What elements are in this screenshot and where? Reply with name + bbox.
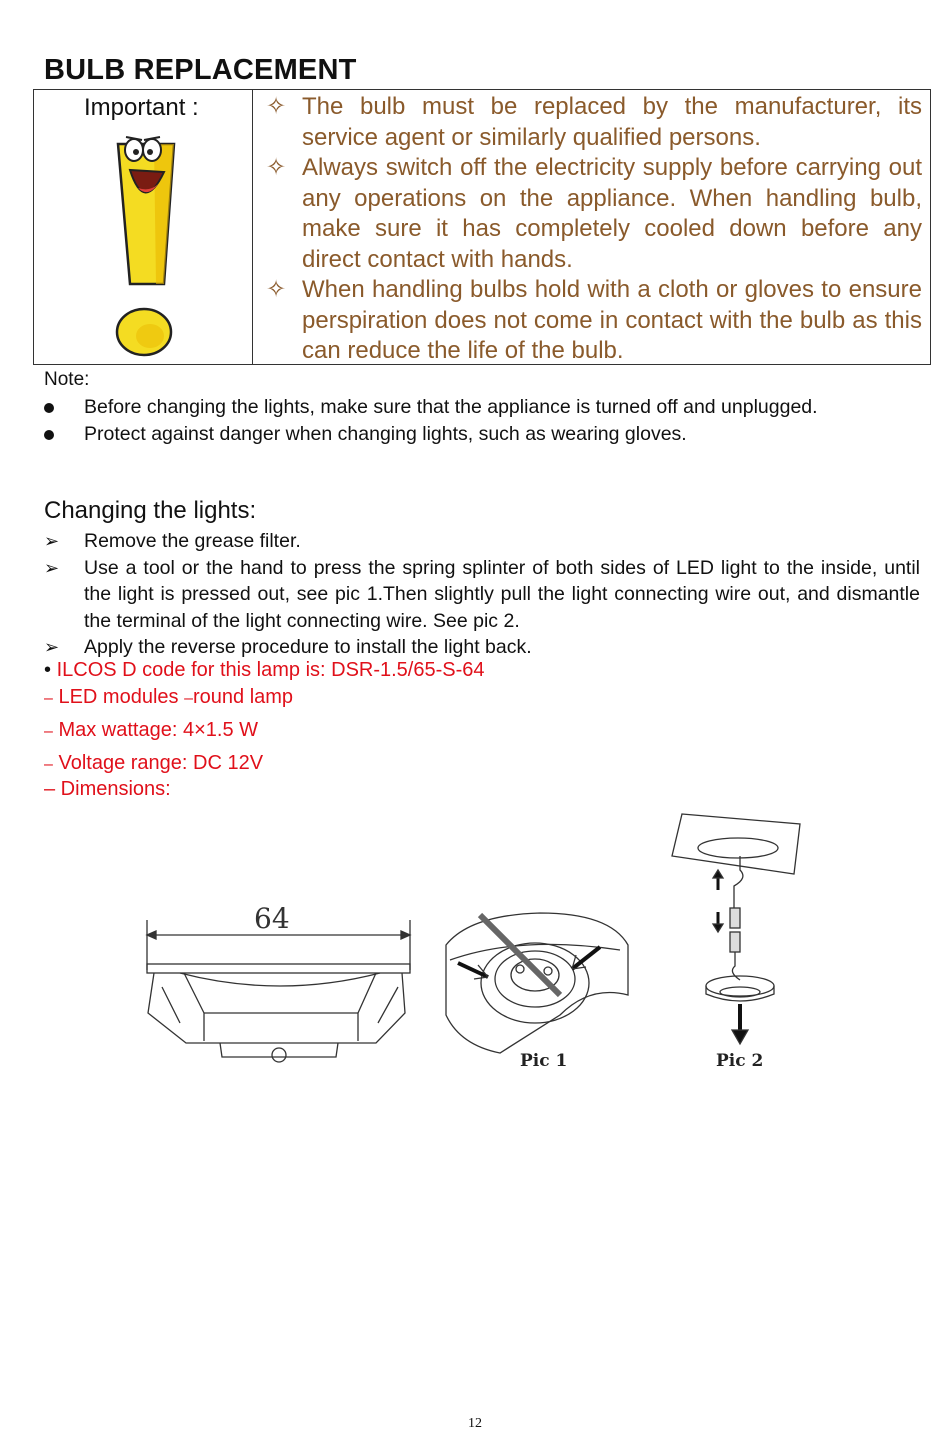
spec-wattage: – Max wattage: 4×1.5 W [44,719,259,741]
changing-lights-title: Changing the lights: [44,497,257,524]
spec-voltage: – Voltage range: DC 12V [44,752,264,774]
note-item: Protect against danger when changing lights, such as wearing gloves. [44,421,920,448]
page-number: 12 [468,1416,482,1431]
pic1-label: Pic 1 [520,1051,568,1071]
spec-ilcos: • ILCOS D code for this lamp is: DSR-1.5/65-S-64 [44,659,485,681]
important-item: ✧ The bulb must be replaced by the manufacturer, its service agent or similarly qualified persons. [266,93,922,151]
spec-dimensions: – Dimensions: [44,778,171,800]
star-bullet-icon: ✧ [266,276,287,303]
important-table [33,89,931,365]
dimension-label: 64 [254,902,290,935]
arrow-bullet-icon: ➢ [44,637,60,657]
lamp-dimension-drawing [140,895,420,1065]
important-item: ✧ Always switch off the electricity supply before carrying out any operations on the appliance. When handling bulb, make sure it has completely cooled down before any direct contact with hands. [266,154,922,273]
note-item: Before changing the lights, make sure that the appliance is turned off and unplugged. [44,394,920,421]
arrow-bullet-icon: ➢ [44,557,60,578]
star-bullet-icon: ✧ [266,154,287,181]
pic1-illustration [440,905,635,1055]
step-item: ➢ Use a tool or the hand to press the spring splinter of both sides of LED light to the inside, until the light is pressed out, see pic 1.Then slightly pull the light connecting wire out, and dismantle the terminal of the light connecting wire. See pic 2. [44,556,920,632]
pic2-illustration [668,808,808,1053]
dot-bullet-icon [44,421,54,448]
star-bullet-icon: ✧ [266,93,287,120]
important-label: Important : [84,94,199,121]
dot-bullet-icon [44,394,54,421]
section-title: BULB REPLACEMENT [44,54,357,86]
cartoon-exclamation-mark-icon [104,132,190,422]
step-item: ➢ Remove the grease filter. [44,528,920,555]
step-item: ➢ Apply the reverse procedure to install the light back. [44,634,920,661]
important-list [264,92,922,367]
pic2-label: Pic 2 [716,1051,764,1071]
table-divider [252,90,253,364]
important-item: ✧ When handling bulbs hold with a cloth or gloves to ensure perspiration does not come in contact with the bulb as this can reduce the life of the bulb. [266,276,922,364]
spec-led-modules: – LED modules –round lamp [44,686,294,708]
note-list [44,394,920,447]
note-label: Note: [44,369,90,390]
changing-steps-list [44,528,920,661]
arrow-bullet-icon: ➢ [44,531,60,551]
